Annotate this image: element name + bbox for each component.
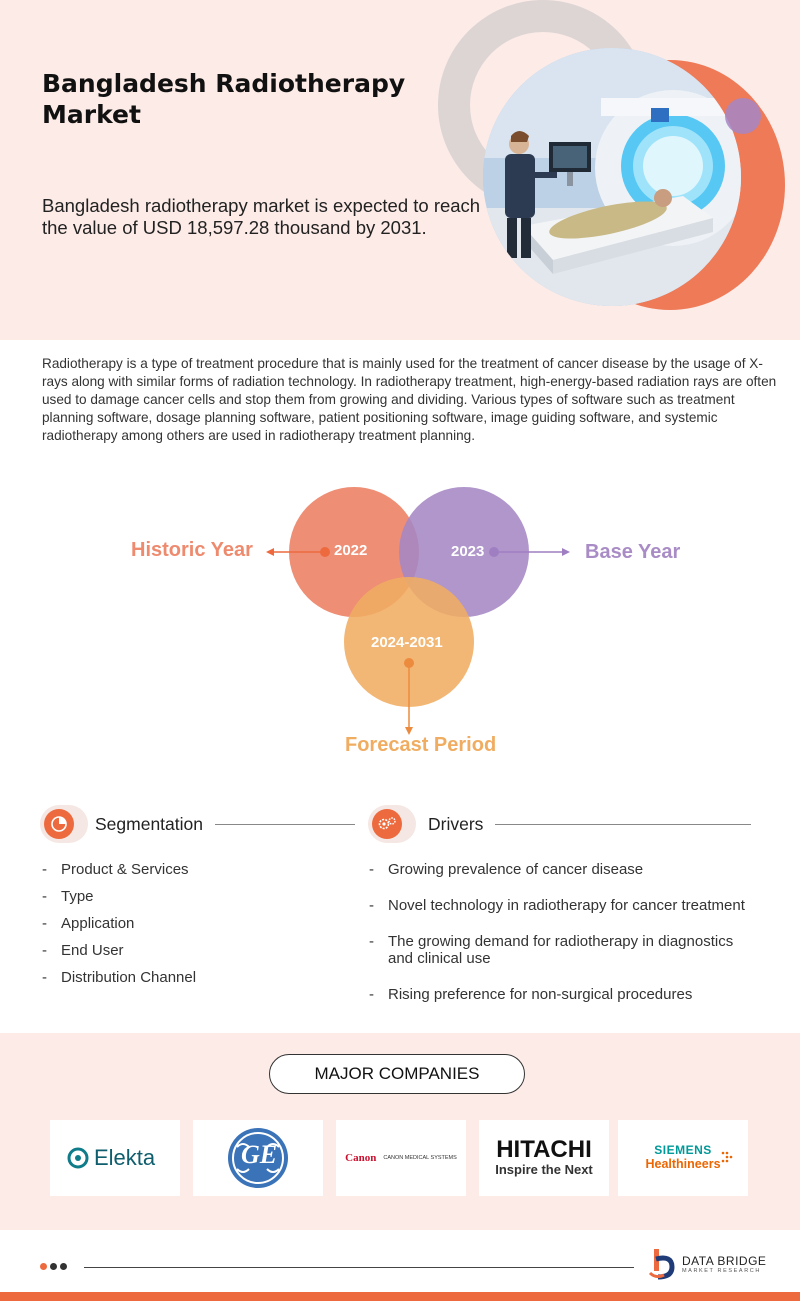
gears-icon: [368, 805, 416, 843]
footer-accent-bar: [0, 1292, 800, 1301]
decorative-dot: [725, 98, 761, 134]
drivers-title: Drivers: [428, 813, 484, 834]
siemens-healthineers-logo: [618, 1120, 748, 1196]
segmentation-list: [42, 861, 342, 986]
brand-tagline: MARKET RESEARCH: [682, 1268, 761, 1274]
list-item: - End User: [42, 942, 342, 959]
market-value-statement: Bangladesh radiotherapy market is expected to reach the value of USD 18,597.28 thousand by 2031.: [42, 195, 481, 238]
list-item: - Product & Services: [42, 861, 342, 878]
list-item: - Application: [42, 915, 342, 932]
hitachi-name: HITACHI: [496, 1136, 592, 1163]
hitachi-tagline: Inspire the Next: [495, 1162, 593, 1177]
footer-dots: [40, 1263, 67, 1270]
canon-name: Canon: [345, 1152, 377, 1164]
data-bridge-brand: [648, 1247, 766, 1281]
segmentation-title: Segmentation: [95, 813, 203, 834]
list-item: - Rising preference for non-surgical procedures: [369, 986, 749, 1003]
elekta-name: Elekta: [94, 1145, 156, 1170]
historic-year-value: 2022: [334, 542, 368, 559]
drivers-header: [368, 805, 751, 843]
divider: [215, 824, 355, 825]
historic-year-label: Historic Year: [131, 539, 253, 561]
list-item: - Type: [42, 888, 342, 905]
canon-logo: [336, 1120, 466, 1196]
ge-name: GE: [241, 1140, 278, 1169]
list-item: - Growing prevalence of cancer disease: [369, 861, 749, 878]
ge-logo: [193, 1120, 323, 1196]
drivers-list: [369, 861, 749, 1003]
divider: [495, 824, 751, 825]
list-item: - Novel technology in radiotherapy for cancer treatment: [369, 897, 749, 914]
radiotherapy-photo: [483, 48, 741, 306]
list-item: - Distribution Channel: [42, 969, 342, 986]
timeline-connectors: [0, 480, 800, 770]
forecast-period-value: 2024-2031: [371, 634, 443, 651]
healthineers-name: Healthineers: [645, 1157, 721, 1171]
page-title: Bangladesh Radiotherapy Market: [42, 69, 406, 129]
footer-divider: [84, 1267, 634, 1268]
hitachi-logo: [479, 1120, 609, 1196]
list-item: - The growing demand for radiotherapy in diagnostics and clinical use: [369, 933, 749, 967]
timeline-venn: [0, 480, 800, 770]
hero-banner: [0, 0, 800, 340]
siemens-name: SIEMENS: [654, 1143, 712, 1157]
forecast-period-label: Forecast Period: [345, 734, 497, 756]
major-companies-heading: MAJOR COMPANIES: [269, 1054, 525, 1094]
brand-name: DATA BRIDGE: [682, 1254, 767, 1268]
pie-chart-icon: [40, 805, 88, 843]
canon-tagline: CANON MEDICAL SYSTEMS: [383, 1155, 457, 1161]
segmentation-header: [40, 805, 355, 843]
dots-icon: [720, 1150, 734, 1164]
base-year-value: 2023: [451, 543, 485, 560]
base-year-label: Base Year: [585, 541, 681, 563]
data-bridge-logo-icon: [648, 1247, 678, 1281]
market-description: Radiotherapy is a type of treatment procedure that is mainly used for the treatment of cancer disease by the usage of X-rays along with similar forms of radiation technology. In radiotherapy treatment, high-energy-based radiation rays are often used to damage cancer cells and stop them from growing and dividing. Various types of software such as treatment planning software, dosage planning software, patient positioning software, image guiding software, and systemic radiotherapy among others are used in radiotherapy treatment planning.: [42, 356, 777, 443]
elekta-logo: [50, 1120, 180, 1196]
